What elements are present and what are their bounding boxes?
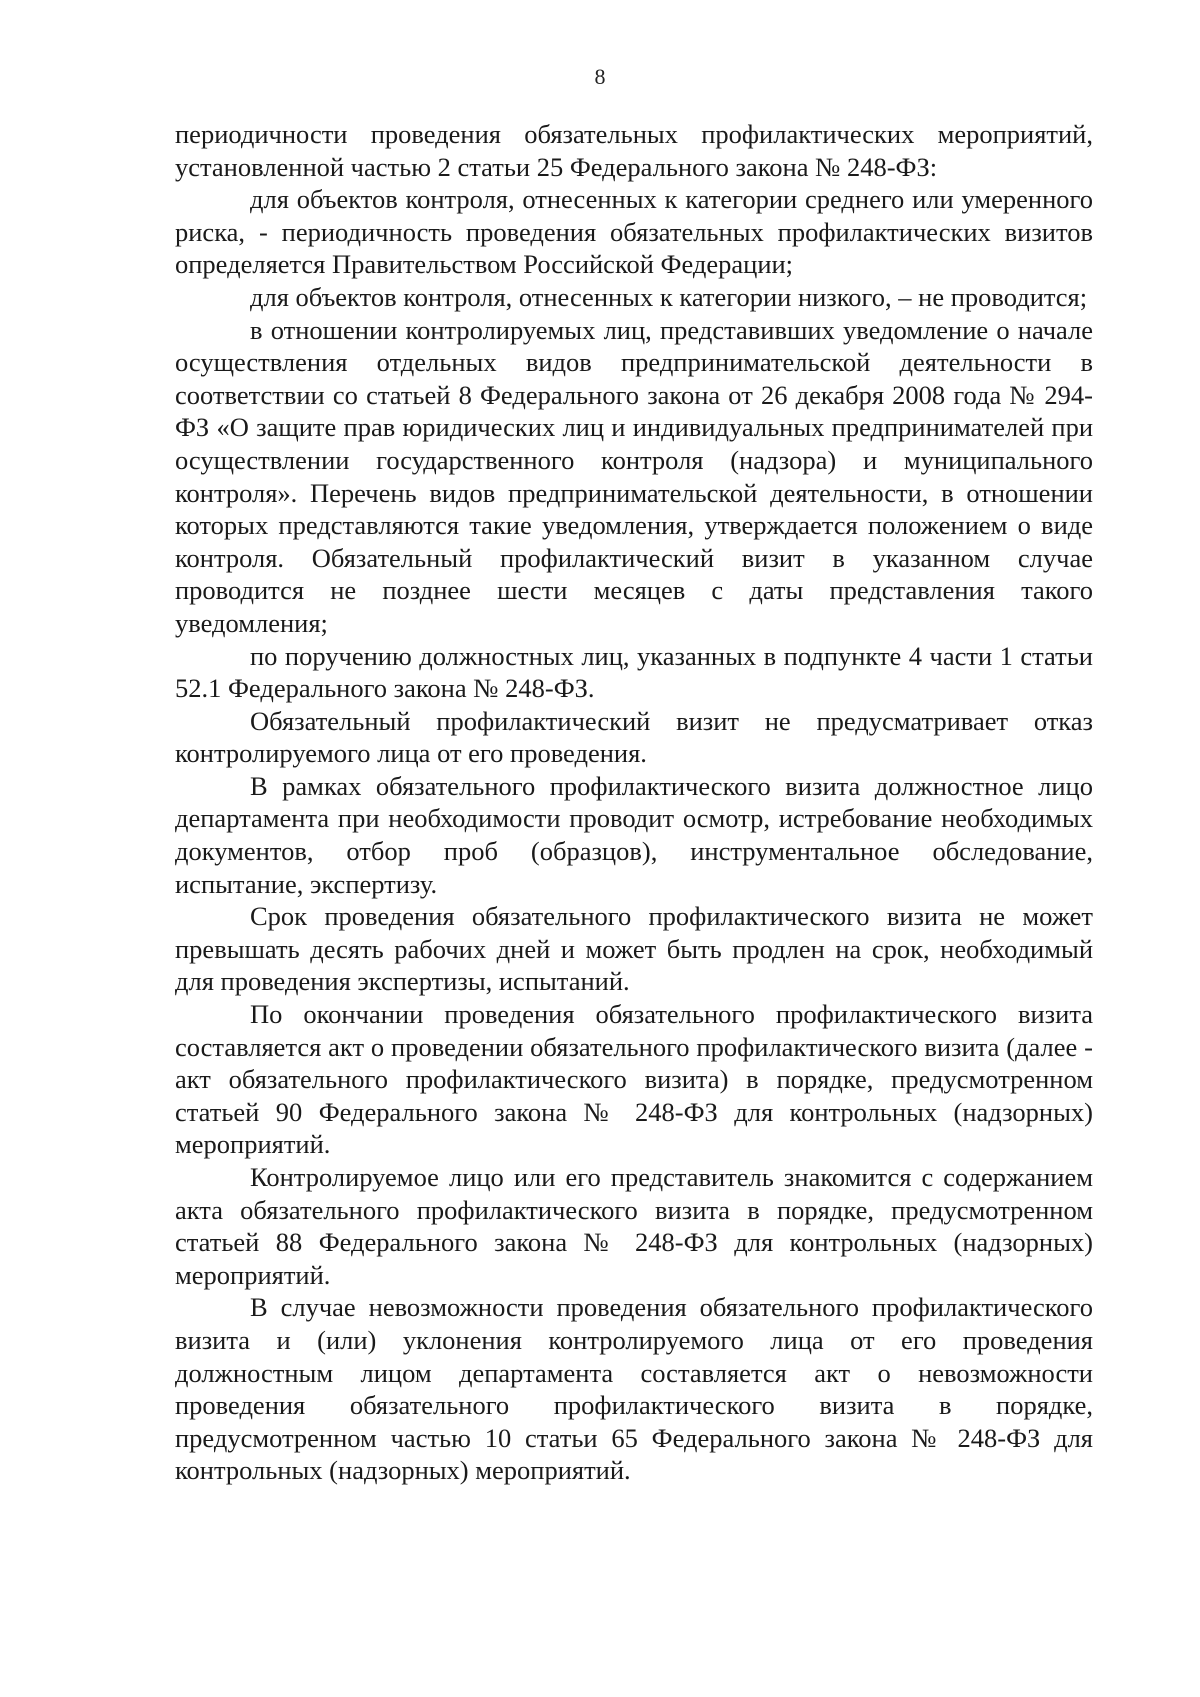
paragraph-officials-order: по поручению должностных лиц, указанных в подпункте 4 части 1 статьи 52.1 Федерального закона № 248-ФЗ. [175,640,1093,704]
document-body [175,118,1093,1487]
paragraph-low-risk: для объектов контроля, отнесенных к категории низкого, – не проводится; [250,281,1088,312]
paragraph-no-refusal: Обязательный профилактический визит не предусматривает отказ контролируемого лица от его проведения. [175,705,1093,769]
paragraph-continuation: периодичности проведения обязательных профилактических мероприятий, установленной частью 2 статьи 25 Федерального закона № 248-ФЗ: [175,119,1093,182]
paragraph-medium-risk: для объектов контроля, отнесенных к категории среднего или умеренного риска, - периодичность проведения обязательных профилактических визитов определяется Правительством Российской Федерации; [175,184,1093,280]
page-number: 8 [594,64,606,89]
paragraph-act: По окончании проведения обязательного профилактического визита составляется акт о проведении обязательного профилактического визита (далее - акт обязательного профилактического визита) в порядке, предусмотренном статьей 90 Федерального закона № 248-ФЗ для контрольных (надзорных) мероприятий. [175,999,1093,1160]
paragraph-familiarization: Контролируемое лицо или его представитель знакомится с содержанием акта обязательного профилактического визита в порядке, предусмотренном статьей 88 Федерального закона № 248-ФЗ для контрольных (надзорных) мероприятий. [175,1162,1093,1290]
paragraph-duration: Срок проведения обязательного профилактического визита не может превышать десять рабочих дней и может быть продлен на срок, необходимый для проведения экспертизы, испытаний. [175,901,1093,997]
paragraph-notification: в отношении контролируемых лиц, представивших уведомление о начале осуществления отдельных видов предпринимательской деятельности в соответствии со статьей 8 Федерального закона от 26 декабря 2008 года № 294-ФЗ «О защите прав юридических лиц и индивидуальных предпринимателей при осуществлении государственного контроля (надзора) и муниципального контроля». Перечень видов предпринимательской деятельности, в отношении которых представляются такие уведомления, утверждается положением о виде контроля. Обязательный профилактический визит в указанном случае проводится не позднее шести месяцев с даты представления такого уведомления; [175,314,1093,638]
paragraph-impossibility: В случае невозможности проведения обязательного профилактического визита и (или) уклонения контролируемого лица от его проведения должностным лицом департамента составляется акт о невозможности проведения обязательного профилактического визита в порядке, предусмотренном частью 10 статьи 65 Федерального закона № 248-ФЗ для контрольных (надзорных) мероприятий. [175,1292,1093,1486]
paragraph-inspection-actions: В рамках обязательного профилактического визита должностное лицо департамента при необходимости проводит осмотр, истребование необходимых документов, отбор проб (образцов), инструментальное обследование, испытание, экспертизу. [175,770,1093,899]
